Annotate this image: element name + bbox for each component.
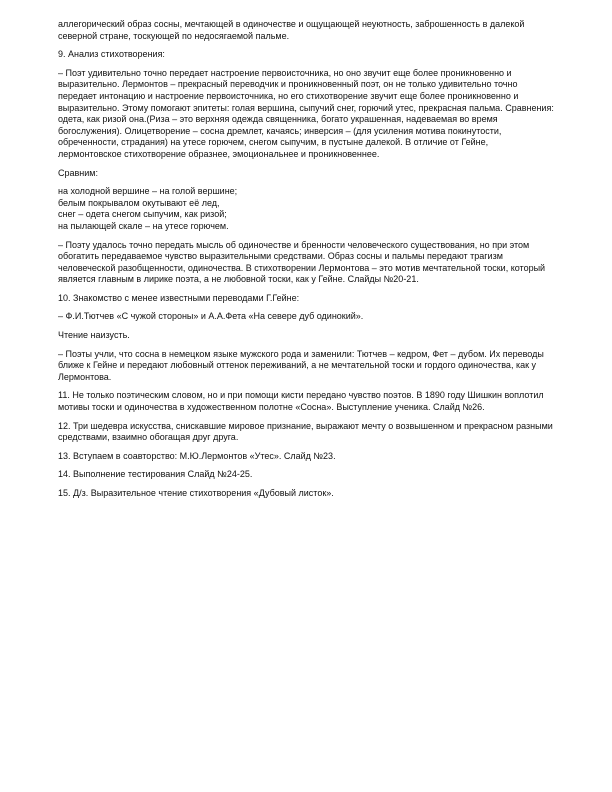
text-line: 9. Анализ стихотворения: [58,49,165,60]
text-line: аллегорический образ сосны, мечтающей в одиночестве и ощущающей неуютность, заброшенность в далекой северной стране, тоскующей по недосягаемой пальме. [58,19,525,41]
text-line: 11. Не только поэтическим словом, но и при помощи кисти передано чувство поэтов. В 1890 году Шишкин воплотил мотивы тоски и одиночества в художественном полотне «Сосна». Выступление ученика. Слайд №26. [58,390,544,413]
text-line: на холодной вершине – на голой вершине; [58,186,238,197]
text-line: на пылающей скале – на утесе горючем. [58,220,229,231]
paragraph [58,451,554,463]
paragraph [58,421,554,444]
text-line: – Ф.И.Тютчев «С чужой стороны» и А.А.Фета «На севере дуб одинокий». [58,311,364,322]
paragraph [58,68,554,161]
document-body [58,19,554,500]
text-line: 14. Выполнение тестирования Слайд №24-25. [58,469,253,480]
paragraph [58,330,554,342]
text-line: 13. Вступаем в соавторство: М.Ю.Лермонтов «Утес». Слайд №23. [58,450,336,461]
text-line: – Поэту удалось точно передать мысль об одиночестве и бренности человеческого существования, но при этом обогатить передаваемое чувство выразительными средствами. Образ сосны и пальмы передают трагизм человеческой разобщенности, одиночества. В стихотворении Лермонтова – это мотив мечтательной тоски, который является главным в лирике поэта, а не любовной тоски, как у Гейне. Слайды №20-21. [58,239,546,285]
text-line: 10. Знакомство с менее известными переводами Г.Гейне: [58,292,300,303]
paragraph [58,240,554,286]
paragraph [58,488,554,500]
text-line: снег – одета снегом сыпучим, как ризой; [58,209,227,220]
text-line: Сравним: [58,167,98,178]
text-line: – Поэт удивительно точно передает настроение первоисточника, но оно звучит еще более проникновенно и выразительно. Лермонтов – прекрасный переводчик и проникновенный поэт, он не только удивительно точно передает интонацию и настроение первоисточника, но его стихотворение звучит еще более проникновенно и выразительно. Этому помогают эпитеты: голая вершина, сыпучий снег, горючий утес, прекрасная пальма. Сравнения: одета, как ризой она.(Риза – это верхняя одежда священника, богато украшенная, надеваемая во время богослужения). Олицетворение – сосна дремлет, качаясь; инверсия – (для усиления мотива покинутости, обреченности, страдания) на утесе горючем, снегом сыпучим, в пустыне далекой. В отличие от Гейне, лермонтовское стихотворение образнее, эмоциональнее и проникновеннее. [58,67,554,159]
paragraph [58,390,554,413]
text-line: – Поэты учли, что сосна в немецком языке мужского рода и заменили: Тютчев – кедром, Фет – дубом. Их переводы ближе к Гейне и передают любовный оттенок переживаний, а не мечтательной тоски и гордого одиночества, как у Лермонтова. [58,348,544,382]
text-line: 15. Д/з. Выразительное чтение стихотворения «Дубовый листок». [58,488,334,498]
paragraph [58,19,554,42]
paragraph [58,469,554,481]
text-line: белым покрывалом окутывают её лед, [58,197,220,208]
paragraph [58,186,554,232]
text-line: 12. Три шедевра искусства, снискавшие мировое признание, выражают мечту о возвышенном и прекрасном разными средствами, взаимно обогащая друг друга. [58,420,553,443]
paragraph [58,49,554,61]
paragraph [58,311,554,323]
paragraph [58,168,554,180]
paragraph [58,349,554,384]
paragraph [58,293,554,305]
text-line: Чтение наизусть. [58,330,130,341]
